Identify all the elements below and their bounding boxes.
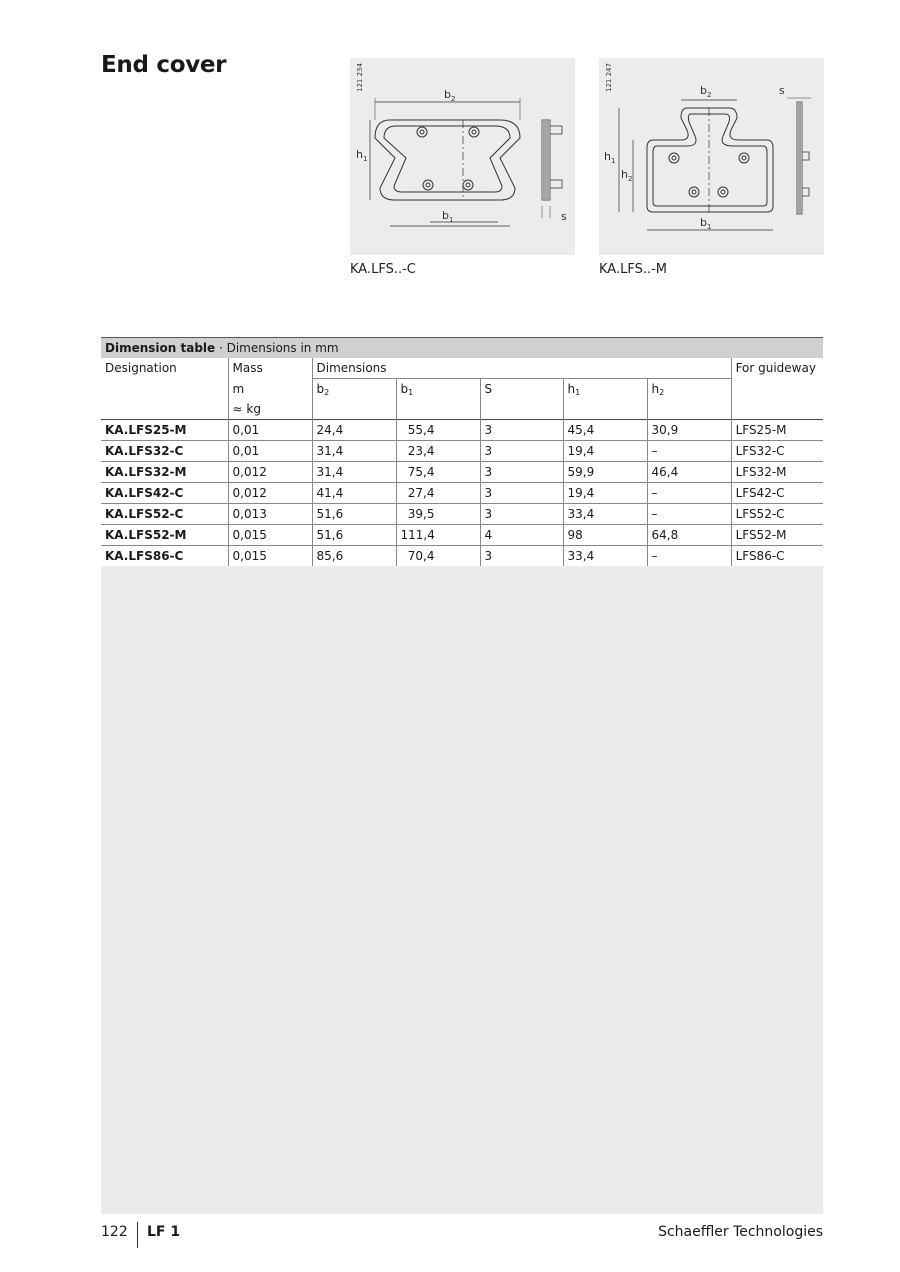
cell-guideway: LFS32-C [731,441,823,462]
label-b2: b [700,84,707,97]
table-row [101,546,823,567]
cell-s: 3 [480,483,563,504]
figure-caption-c: KA.LFS..-C [350,262,416,277]
cell-b1: 55,4 [396,420,480,441]
label-h1-sub: 1 [363,155,368,163]
table-row [101,462,823,483]
cell-s: 4 [480,525,563,546]
cell-h1: 33,4 [563,504,647,525]
cell-mass: 0,01 [228,441,312,462]
figure-code: 121 247 [605,63,613,92]
label-b2: b [444,88,451,101]
header-dimensions: Dimensions [312,358,731,379]
table-row [101,483,823,504]
figure-end-cover-m [599,58,824,255]
cell-h2: – [647,483,731,504]
cell-h1: 59,9 [563,462,647,483]
page-footer [101,1224,823,1244]
cell-h1: 19,4 [563,483,647,504]
cell-b2: 31,4 [312,441,396,462]
header-blank [731,379,823,400]
cell-s: 3 [480,546,563,567]
label-h2-sub: 2 [628,175,633,183]
label-b1: b [700,216,707,229]
cell-h1: 45,4 [563,420,647,441]
table-row [101,420,823,441]
label-h1-sub: 1 [611,157,616,165]
header-b1: $b_1$ [396,379,480,400]
header-designation: Designation [105,361,177,375]
page-number: 122 [101,1224,128,1240]
header-blank [101,399,228,420]
cell-b2: 51,6 [312,525,396,546]
cell-guideway: LFS42-C [731,483,823,504]
cell-mass: 0,015 [228,546,312,567]
label-h2: h [621,168,628,181]
cell-s: 3 [480,441,563,462]
cell-b2: 85,6 [312,546,396,567]
cell-h2: – [647,441,731,462]
cell-h2: 64,8 [647,525,731,546]
cell-h2: – [647,504,731,525]
header-h2: $h_2$ [647,379,731,400]
label-s: s [779,84,785,97]
cell-guideway: LFS52-C [731,504,823,525]
label-b1-sub: 1 [449,216,454,224]
cell-guideway: LFS25-M [731,420,823,441]
table-row [101,525,823,546]
page-title: End cover [101,52,227,78]
cell-b1: 75,4 [396,462,480,483]
cell-designation: KA.LFS52-M [101,525,228,546]
cell-h2: 46,4 [647,462,731,483]
cell-s: 3 [480,420,563,441]
label-b2-sub: 2 [451,95,456,103]
cell-b2: 51,6 [312,504,396,525]
table-heading-title: Dimension table [105,341,216,355]
header-mass: Mass [228,358,312,379]
figure-end-cover-c [350,58,575,255]
cell-mass: 0,012 [228,483,312,504]
cell-b1: 39,5 [396,504,480,525]
catalogue-code: LF 1 [147,1224,181,1240]
header-blank [731,399,823,420]
cell-designation: KA.LFS42-C [101,483,228,504]
cell-b2: 31,4 [312,462,396,483]
cell-guideway: LFS52-M [731,525,823,546]
table-heading [101,338,823,358]
header-blank [312,399,396,420]
cell-b1: 27,4 [396,483,480,504]
figure-code: 121 234 [356,63,364,92]
cell-b1: 111,4 [396,525,480,546]
header-h1: $h_1$ [563,379,647,400]
label-s: s [561,210,567,223]
cell-h1: 98 [563,525,647,546]
cell-mass: 0,012 [228,462,312,483]
cell-guideway: LFS86-C [731,546,823,567]
dimension-table-panel [101,337,823,1214]
label-b1: b [442,209,449,222]
header-for-guideway: For guideway [731,358,823,379]
cell-s: 3 [480,504,563,525]
cell-h1: 19,4 [563,441,647,462]
label-b2-sub: 2 [707,91,712,99]
figure-caption-m: KA.LFS..-M [599,262,668,277]
footer-divider [137,1222,138,1248]
company-name: Schaeffler Technologies [658,1224,823,1240]
header-mass-symbol: m [228,379,312,400]
table-row [101,504,823,525]
cell-b2: 41,4 [312,483,396,504]
cell-designation: KA.LFS25-M [101,420,228,441]
header-blank [480,399,563,420]
dimension-table [101,358,823,566]
cell-designation: KA.LFS32-C [101,441,228,462]
cell-b1: 23,4 [396,441,480,462]
table-heading-units: · Dimensions in mm [215,341,339,355]
cell-b1: 70,4 [396,546,480,567]
cell-designation: KA.LFS52-C [101,504,228,525]
cell-mass: 0,013 [228,504,312,525]
label-b1-sub: 1 [707,223,712,231]
cell-s: 3 [480,462,563,483]
cell-h1: 33,4 [563,546,647,567]
cell-designation: KA.LFS86-C [101,546,228,567]
cell-mass: 0,01 [228,420,312,441]
table-row [101,441,823,462]
header-blank [101,379,228,400]
header-blank [396,399,480,420]
cell-guideway: LFS32-M [731,462,823,483]
cell-designation: KA.LFS32-M [101,462,228,483]
cell-h2: – [647,546,731,567]
header-s: S [480,379,563,400]
label-h1: h [604,150,611,163]
header-blank [647,399,731,420]
label-h1: h [356,148,363,161]
header-mass-unit: ≈ kg [228,399,312,420]
header-b2: $b_2$ [312,379,396,400]
header-blank [563,399,647,420]
cell-mass: 0,015 [228,525,312,546]
cell-b2: 24,4 [312,420,396,441]
end-cover-m-drawing [599,58,824,255]
cell-h2: 30,9 [647,420,731,441]
end-cover-c-drawing [350,58,575,255]
